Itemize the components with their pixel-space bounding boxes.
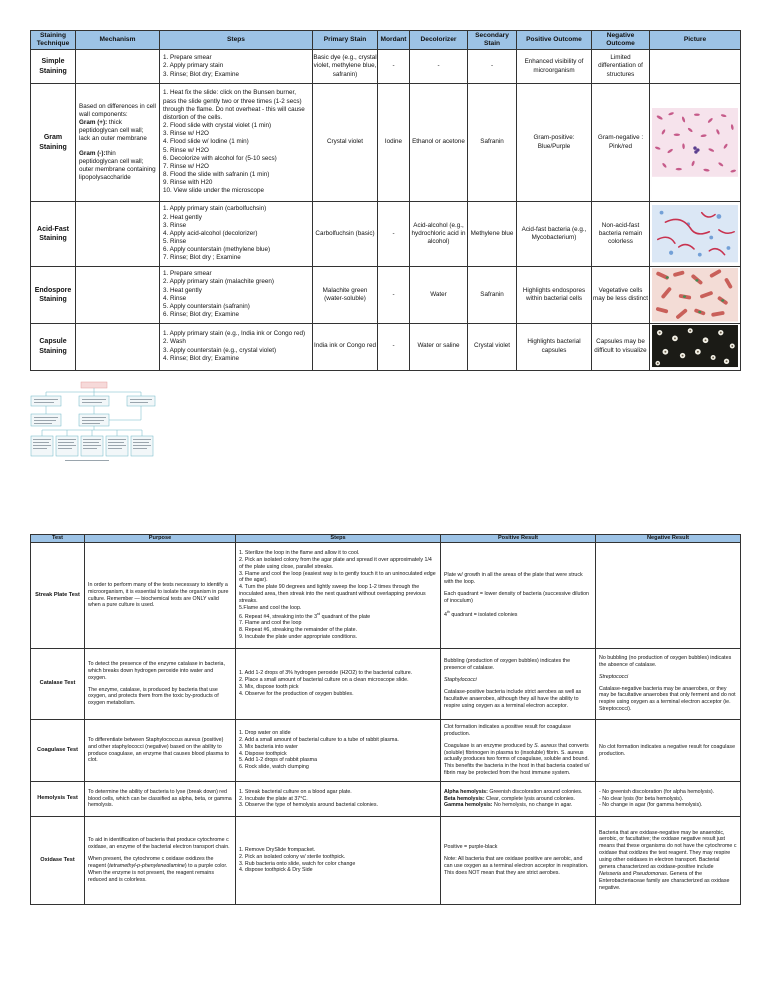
- purpose-cell: In order to perform many of the tests necessary to identify a microorganism, it is essential to isolate the organism in pure culture. Remember — biochemical tests are ONLY valid when a pure culture is used.: [85, 543, 236, 649]
- negative-result-cell: [596, 782, 741, 817]
- staining-header-row: [31, 31, 741, 50]
- header-steps: Steps: [236, 535, 441, 543]
- purpose-paragraph: The enzyme, catalase, is produced by bacteria that use oxygen, and protects them from the toxic by-products of oxygen metabolism.: [88, 686, 219, 707]
- result-line: [444, 796, 592, 803]
- mechanism-label: Gram (-):: [79, 149, 106, 157]
- step-line: 9. Incubate the plate under appropriate conditions.: [239, 634, 358, 641]
- steps-cell: [236, 649, 441, 720]
- step-line: 3. Flame and cool the loop (easiest way is to gently touch it to an uninoculated edge of the agar).: [239, 570, 436, 584]
- mordant-cell: -: [378, 50, 410, 84]
- purpose-text: ) to a purple color. When the enzyme is not present, the reagent remains reduced and is colorless.: [88, 863, 228, 883]
- positive-outcome-cell: Gram-positive: Blue/Purple: [517, 84, 592, 202]
- table-row: [31, 817, 741, 905]
- primary-stain-cell: Crystal violet: [313, 84, 378, 202]
- purpose-cell: To differentiate between Staphylococcus aureus (positive) and other staphylococci (negative) based on the ability to produce coagulase, an enzyme that causes blood plasma to clot.: [85, 720, 236, 782]
- result-paragraph: Catalase-negative bacteria may be anaerobes, or they may be facultative anaerobes that only ferment and do not respire using oxygen as a terminal electron acceptor (ie. Streptococci).: [599, 685, 736, 713]
- result-text: Clear, complete lysis around colonies.: [484, 795, 576, 802]
- result-paragraph: Plate w/ growth in all the areas of the plate that were struck with the loop.: [444, 572, 583, 586]
- header-mordant: Mordant: [378, 31, 410, 50]
- secondary-stain-cell: Crystal violet: [468, 323, 517, 370]
- step-line: 2. Apply primary stain: [163, 62, 224, 70]
- positive-result-cell: [441, 817, 596, 905]
- step-line: 4. dispose toothpick & Dry Side: [239, 867, 313, 874]
- step-line: 4. Observe for the production of oxygen bubbles.: [239, 690, 354, 697]
- purpose-cell: To determine the ability of bacteria to lyse (break down) red blood cells, which can be classified as alpha, beta, or gamma hemolysis.: [85, 782, 236, 817]
- step-line: 8. Flood the slide with safranin (1 min): [163, 171, 270, 179]
- negative-outcome-cell: Vegetative cells may be less distinct: [592, 267, 650, 324]
- gram-stain-micrograph: [652, 108, 738, 177]
- step-line: 4. Rinse: [163, 294, 187, 302]
- step-line: 2. Heat gently: [163, 213, 202, 221]
- superscript: th: [446, 609, 450, 614]
- result-line: - No clear lysis (for beta hemolysis).: [599, 795, 684, 802]
- step-line: 2. Flood slide with crystal violet (1 min): [163, 122, 272, 130]
- step-line: 6. Apply counterstain (methylene blue): [163, 246, 271, 254]
- purpose-cell: [85, 817, 236, 905]
- step-line: 1. Add 1-2 drops of 3% hydrogen peroxide (H2O2) to the bacterial culture.: [239, 670, 413, 677]
- tests-table: [30, 534, 741, 905]
- step-line: 8. Repeat #6, streaking the remainder of the plate.: [239, 627, 358, 634]
- header-decolorizer: Decolorizer: [410, 31, 468, 50]
- step-line: 9. Rinse with H20: [163, 179, 213, 187]
- organism-name: Staphylococci: [444, 677, 477, 684]
- purpose-paragraph: [88, 856, 232, 884]
- result-paragraph: Each quadrant = lower density of bacteria (successive dilution of inoculum): [444, 591, 590, 605]
- steps-cell: [236, 720, 441, 782]
- decolorizer-cell: Water or saline: [410, 323, 468, 370]
- header-test: Test: [31, 535, 85, 543]
- step-line: [239, 612, 437, 621]
- header-negative-outcome: Negative Outcome: [592, 31, 650, 50]
- test-name: Streak Plate Test: [31, 543, 85, 649]
- secondary-stain-cell: Methylene blue: [468, 202, 517, 267]
- steps-cell: [160, 84, 313, 202]
- staining-table: [30, 30, 741, 371]
- step-line: 1. Drop water on slide: [239, 729, 291, 736]
- header-positive-outcome: Positive Outcome: [517, 31, 592, 50]
- result-text: that converts (soluble) fibrinogen in plasma to (insoluble) fibrin. S. aureus actually produces two forms of coagulase, soluble and bound. This benefits the bacteria in the host in that bacteria coated w/ fibrin may be protected from the host immune system.: [444, 742, 590, 777]
- step-line: 1. Prepare smear: [163, 54, 212, 62]
- header-steps: Steps: [160, 31, 313, 50]
- flowchart-thumbnail: [29, 380, 157, 470]
- header-mechanism: Mechanism: [76, 31, 160, 50]
- mechanism-cell: [76, 202, 160, 267]
- mechanism-gram-negative: [79, 150, 156, 183]
- step-line: 2. Pick an isolated colony w/ sterile toothpick.: [239, 853, 346, 860]
- mechanism-text: thick peptidoglycan cell wall; lack an outer membrane: [79, 119, 147, 143]
- header-picture: Picture: [650, 31, 741, 50]
- primary-stain-cell: India ink or Congo red: [313, 323, 378, 370]
- steps-cell: [160, 50, 313, 84]
- result-paragraph: Bubbling (production of oxygen bubbles) indicates the presence of catalase.: [444, 658, 571, 672]
- step-line: 4. Turn the plate 90 degrees and lightly sweep the loop 1-2 times through the inoculated area, then streak into the next quadrant without overlapping previous streaks.: [239, 584, 426, 605]
- step-line: 2. Place a small amount of bacterial culture on a clean microscope slide.: [239, 677, 409, 684]
- reagent-name: tetramethyl-p-phenylenediamine: [109, 863, 185, 869]
- mordant-cell: -: [378, 323, 410, 370]
- capsule-micrograph: [652, 325, 738, 367]
- step-line: 7. Rinse w/ H2O: [163, 162, 209, 170]
- step-line: 2. Pick an isolated colony from the agar plate and spread it over approximately 1/4 of the plate using close, parallel streaks.: [239, 556, 432, 570]
- step-line: 1. Apply primary stain (e.g., India ink or Congo red): [163, 330, 306, 338]
- step-line: 3. Mix bacteria into water: [239, 743, 298, 750]
- step-line: 4. Dispose toothpick: [239, 750, 287, 757]
- step-line: 2. Incubate the plate at 37°C.: [239, 795, 308, 802]
- step-line: 1. Heat fix the slide: click on the Bunsen burner, pass the slide gently two or three times (1-2 secs) through the flame. Do not overheat - this will cause distortion of the cells.: [163, 89, 305, 121]
- technique-name: Simple Staining: [31, 50, 76, 84]
- mechanism-cell: [76, 323, 160, 370]
- result-line: - No greenish discoloration (for alpha hemolysis).: [599, 788, 715, 795]
- step-line: 5.Flame and cool the loop.: [239, 604, 302, 611]
- step-line: 7. Flame and cool the loop: [239, 620, 302, 627]
- step-line: 1. Apply primary stain (carbolfuchsin): [163, 205, 267, 213]
- organism-name: Pseudomonas: [632, 870, 667, 877]
- mechanism-gram-positive: [79, 119, 156, 144]
- step-line: 2. Apply primary stain (malachite green): [163, 278, 274, 286]
- negative-result-cell: [596, 649, 741, 720]
- table-row: [31, 50, 741, 84]
- picture-cell: [650, 84, 741, 202]
- step-line: 5. Apply counterstain (safranin): [163, 302, 250, 310]
- decolorizer-cell: Water: [410, 267, 468, 324]
- header-technique: Staining Technique: [31, 31, 76, 50]
- step-text: 6. Repeat #4, streaking into the 3: [239, 613, 318, 620]
- step-line: 10. View slide under the microscope: [163, 187, 265, 195]
- step-line: 2. Add a small amount of bacterial culture to a tube of rabbit plasma.: [239, 736, 399, 743]
- step-line: 3. Apply counterstain (e.g., crystal violet): [163, 346, 277, 354]
- step-line: 5. Add 1-2 drops of rabbit plasma: [239, 757, 318, 764]
- flowchart-box: [31, 396, 61, 406]
- decolorizer-cell: -: [410, 50, 468, 84]
- positive-result-cell: [441, 649, 596, 720]
- result-paragraph: Clot formation indicates a positive result for coagulase production.: [444, 723, 571, 737]
- primary-stain-cell: Malachite green (water-soluble): [313, 267, 378, 324]
- purpose-paragraph: To aid in identification of bacteria that produce cytochrome c oxidase, an enzyme of the bacterial electron transport chain.: [88, 837, 230, 851]
- result-text: Greenish discoloration around colonies.: [487, 788, 583, 795]
- organism-name: Streptococci: [599, 673, 629, 680]
- step-line: 3. Rinse; Blot dry; Examine: [163, 70, 239, 78]
- negative-result-cell: [596, 817, 741, 905]
- step-line: 3. Mix, dispose tooth pick: [239, 684, 299, 690]
- positive-outcome-cell: Highlights bacterial capsules: [517, 323, 592, 370]
- result-example: [599, 674, 737, 681]
- result-label: Beta hemolysis:: [444, 795, 485, 802]
- mechanism-intro: Based on differences in cell wall components:: [79, 102, 156, 118]
- technique-name: Gram Staining: [31, 84, 76, 202]
- header-secondary-stain: Secondary Stain: [468, 31, 517, 50]
- step-line: 4. Apply acid-alcohol (decolorizer): [163, 229, 258, 237]
- mordant-cell: -: [378, 267, 410, 324]
- step-line: 3. Rinse w/ H2O: [163, 130, 209, 138]
- header-positive-result: Positive Result: [441, 535, 596, 543]
- negative-result-cell: No clot formation indicates a negative result for coagulase production.: [596, 720, 741, 782]
- result-paragraph: Note: All bacteria that are oxidase positive are aerobic, and can use oxygen as a terminal electron acceptor in respiration. This does NOT mean that they are strict aerobes.: [444, 856, 589, 876]
- result-label: Gamma hemolysis:: [444, 802, 493, 809]
- negative-outcome-cell: Capsules may be difficult to visualize: [592, 323, 650, 370]
- mechanism-label: Gram (+):: [79, 119, 108, 127]
- table-row: [31, 543, 741, 649]
- result-text: Coagulase is an enzyme produced by: [444, 742, 535, 749]
- result-text: No hemolysis, no change in agar.: [492, 802, 573, 809]
- mechanism-text: thin peptidoglycan cell wall; outer membrane containing lipopolysaccharide: [79, 149, 156, 182]
- step-line: 7. Rinse; Blot dry ; Examine: [163, 254, 241, 262]
- table-row: [31, 84, 741, 202]
- flowchart-box: [79, 396, 109, 406]
- purpose-cell: [85, 649, 236, 720]
- table-row: [31, 202, 741, 267]
- header-purpose: Purpose: [85, 535, 236, 543]
- picture-cell: [650, 267, 741, 324]
- test-name: Coagulase Test: [31, 720, 85, 782]
- negative-result-cell: [596, 543, 741, 649]
- table-row: [31, 782, 741, 817]
- result-paragraph: [444, 743, 592, 777]
- result-paragraph: Catalase-positive bacteria include strict aerobes as well as facultative anaerobes, although they all have the ability to respire using oxygen as a terminal electron acceptor.: [444, 689, 582, 709]
- picture-cell: [650, 202, 741, 267]
- step-line: 1. Streak bacterial culture on a blood agar plate.: [239, 788, 352, 795]
- steps-cell: [236, 782, 441, 817]
- decolorizer-cell: Acid-alcohol (e.g., hydrochloric acid in alcohol): [410, 202, 468, 267]
- primary-stain-cell: Basic dye (e.g., crystal violet, methylene blue, safranin): [313, 50, 378, 84]
- steps-cell: [236, 817, 441, 905]
- result-label: Alpha hemolysis:: [444, 788, 488, 795]
- purpose-paragraph: To detect the presence of the enzyme catalase in bacteria, which breaks down hydrogen peroxide into water and oxygen.: [88, 660, 225, 681]
- negative-outcome-cell: Non-acid-fast bacteria remain colorless: [592, 202, 650, 267]
- positive-outcome-cell: Enhanced visibility of microorganism: [517, 50, 592, 84]
- organism-name: S. aureus: [534, 742, 557, 749]
- positive-outcome-cell: Highlights endospores within bacterial cells: [517, 267, 592, 324]
- test-name: Hemolysis Test: [31, 782, 85, 817]
- result-line: [444, 802, 592, 809]
- steps-cell: [236, 543, 441, 649]
- step-line: 6. Rinse; Blot dry; Examine: [163, 311, 239, 319]
- picture-cell: [650, 50, 741, 84]
- endospore-micrograph: [652, 268, 738, 322]
- flowchart-root-box: [81, 382, 107, 388]
- result-line: [444, 789, 592, 796]
- step-line: 6. Rock slide, watch clumping: [239, 764, 309, 771]
- technique-name: Acid-Fast Staining: [31, 202, 76, 267]
- result-paragraph: Positive = purple-black: [444, 844, 498, 851]
- header-primary-stain: Primary Stain: [313, 31, 378, 50]
- picture-cell: [650, 323, 741, 370]
- mechanism-cell: [76, 84, 160, 202]
- step-line: 6. Decolorize with alcohol for (5-10 secs): [163, 154, 277, 162]
- technique-name: Endospore Staining: [31, 267, 76, 324]
- header-negative-result: Negative Result: [596, 535, 741, 543]
- mechanism-cell: [76, 50, 160, 84]
- tests-header-row: [31, 535, 741, 543]
- step-line: 5. Rinse: [163, 238, 187, 246]
- positive-outcome-cell: Acid-fast bacteria (e.g., Mycobacterium): [517, 202, 592, 267]
- result-paragraph: [444, 610, 592, 619]
- step-text: quadrant of the plate: [320, 613, 371, 620]
- mechanism-cell: [76, 267, 160, 324]
- step-line: 3. Rub bacteria onto slide, watch for color change: [239, 860, 356, 867]
- table-row: [31, 649, 741, 720]
- mordant-cell: -: [378, 202, 410, 267]
- result-example: [444, 677, 592, 684]
- test-name: Catalase Test: [31, 649, 85, 720]
- primary-stain-cell: Carbolfuchsin (basic): [313, 202, 378, 267]
- mordant-cell: Iodine: [378, 84, 410, 202]
- purpose-text: When present, the cytochrome c oxidase oxidizes the reagent (: [88, 856, 214, 869]
- step-line: 3. Observe the type of hemolysis around bacterial colonies.: [239, 802, 378, 809]
- steps-cell: [160, 202, 313, 267]
- result-line: - No change in agar (for gamma hemolysis).: [599, 802, 703, 809]
- steps-cell: [160, 323, 313, 370]
- flowchart-box: [127, 396, 155, 406]
- step-line: 1. Remove DrySlide frompacket.: [239, 846, 316, 853]
- step-line: 1. Prepare smear: [163, 270, 212, 278]
- step-line: 1. Sterilize the loop in the flame and allow it to cool.: [239, 549, 360, 556]
- result-text: Bacteria that are oxidase-negative may be anaerobic, aerobic, or facultative; the oxidase negative result just means that these organisms do not have the cytochrome c oxidase that oxidizes the test reagent. They may respire using other oxidases in electron transport. Bacterial genera characterized as oxidase-positive include: [599, 829, 737, 870]
- superscript: rd: [317, 611, 321, 616]
- test-name: Oxidase Test: [31, 817, 85, 905]
- technique-name: Capsule Staining: [31, 323, 76, 370]
- acid-fast-micrograph: [652, 205, 738, 262]
- organism-name: Neisseria: [599, 870, 622, 877]
- secondary-stain-cell: Safranin: [468, 267, 517, 324]
- table-row: [31, 323, 741, 370]
- result-text: quadrant = isolated colonies: [449, 611, 518, 618]
- negative-outcome-cell: Gram-negative : Pink/red: [592, 84, 650, 202]
- secondary-stain-cell: Safranin: [468, 84, 517, 202]
- result-text: and: [621, 870, 633, 877]
- step-line: 4. Flood slide w/ Iodine (1 min): [163, 138, 249, 146]
- step-line: 4. Rinse; Blot dry; Examine: [163, 354, 239, 362]
- table-row: [31, 267, 741, 324]
- positive-result-cell: [441, 720, 596, 782]
- step-line: 2. Wash: [163, 338, 186, 346]
- result-paragraph: No bubbling (no production of oxygen bubbles) indicates the absence of catalase.: [599, 654, 732, 668]
- secondary-stain-cell: -: [468, 50, 517, 84]
- positive-result-cell: [441, 543, 596, 649]
- decolorizer-cell: Ethanol or acetone: [410, 84, 468, 202]
- negative-outcome-cell: Limited differentiation of structures: [592, 50, 650, 84]
- steps-cell: [160, 267, 313, 324]
- positive-result-cell: [441, 782, 596, 817]
- step-line: 3. Heat gently: [163, 286, 202, 294]
- result-text: 4: [444, 611, 447, 618]
- step-line: 5. Rinse w/ H2O: [163, 146, 209, 154]
- table-row: [31, 720, 741, 782]
- result-text: . Genera of the Enterobacteriaceae family are characterized as oxidase negative.: [599, 870, 730, 891]
- step-line: 3. Rinse: [163, 221, 187, 229]
